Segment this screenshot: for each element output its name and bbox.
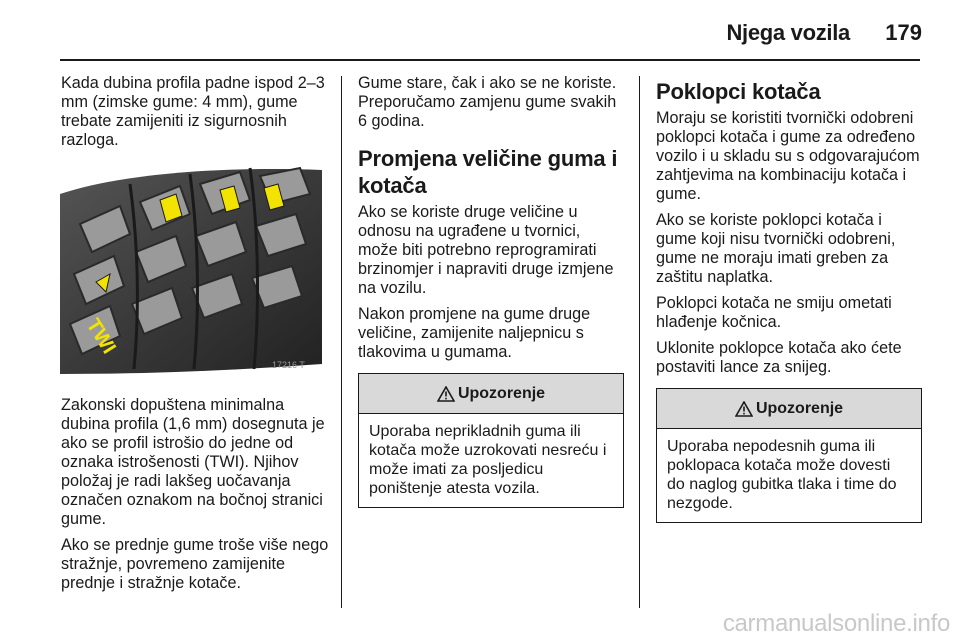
unapproved-covers-paragraph: Ako se koriste poklopci kotača i gume koji nisu tvornički odobreni, gume ne moraju imati greben za zaštitu naplatka. [656, 211, 896, 286]
column-1 [61, 74, 331, 600]
warning-header [657, 389, 921, 429]
column-3 [656, 74, 922, 523]
tread-depth-paragraph: Kada dubina profila padne ispod 2–3 mm (zimske gume: 4 mm), gume trebate zamijeniti iz sigurnosnih razloga. [61, 74, 325, 149]
warning-text: Uporaba nepodesnih guma ili poklopaca kotača može dovesti do naglog gubitka tlaka i time do nezgode. [667, 438, 897, 512]
size-change-paragraph: Ako se koriste druge veličine u odnosu na ugrađene u tvornici, može biti potrebno reprogramirati brzinomjer i napraviti druge izmjene na vozilu. [358, 203, 614, 297]
wheel-covers-heading: Poklopci kotača [656, 79, 821, 104]
watermark: carmanualsonline.info [722, 610, 950, 637]
page-section-title: Njega vozila [726, 20, 850, 45]
twi-label: TWI [81, 314, 120, 358]
warning-title: Upozorenje [457, 385, 546, 402]
warning-title: Upozorenje [755, 400, 844, 417]
column-divider [639, 76, 640, 608]
warning-box [656, 388, 922, 523]
warning-triangle-icon [735, 401, 753, 417]
tire-age-paragraph: Gume stare, čak i ako se ne koriste. Preporučamo zamjenu gume svakih 6 godina. [358, 74, 617, 130]
approved-covers-paragraph: Moraju se koristiti tvornički odobreni poklopci kotača i gume za određeno vozilo i u skladu su s odgovarajućom zahtjevima na kombinaciju kotača i gume. [656, 109, 920, 203]
header-rule [60, 59, 920, 61]
snow-chains-paragraph: Uklonite poklopce kotača ako ćete postaviti lance za snijeg. [656, 339, 902, 376]
warning-box [358, 373, 624, 508]
warning-triangle-icon [437, 386, 455, 402]
size-change-heading: Promjena veličine guma i kotača [358, 146, 618, 198]
warning-text: Uporaba neprikladnih guma ili kotača može uzrokovati nesreću i može imati za posljedicu poništenje atesta vozila. [369, 423, 607, 497]
front-rear-paragraph: Ako se prednje gume troše više nego stražnje, povremeno zamijenite prednje i stražnje kotače. [61, 536, 329, 592]
column-2 [358, 74, 624, 508]
brake-cooling-paragraph: Poklopci kotača ne smiju ometati hlađenje kočnica. [656, 294, 892, 331]
page-number: 179 [885, 20, 922, 45]
figure-code: 17216 T [272, 360, 305, 370]
warning-header [359, 374, 623, 414]
min-depth-paragraph: Zakonski dopuštena minimalna dubina profila (1,6 mm) dosegnuta je ako se profil istrošio do jedne od oznaka istrošenosti (TWI). Njihov položaj je radi lakšeg uočavanja označen oznakom na bočnoj stranici gume. [61, 396, 325, 528]
label-replace-paragraph: Nakon promjene na gume druge veličine, zamijenite naljepnicu s tlakovima u gumama. [358, 305, 591, 361]
column-divider [341, 76, 342, 608]
tire-tread-illustration [60, 164, 322, 374]
